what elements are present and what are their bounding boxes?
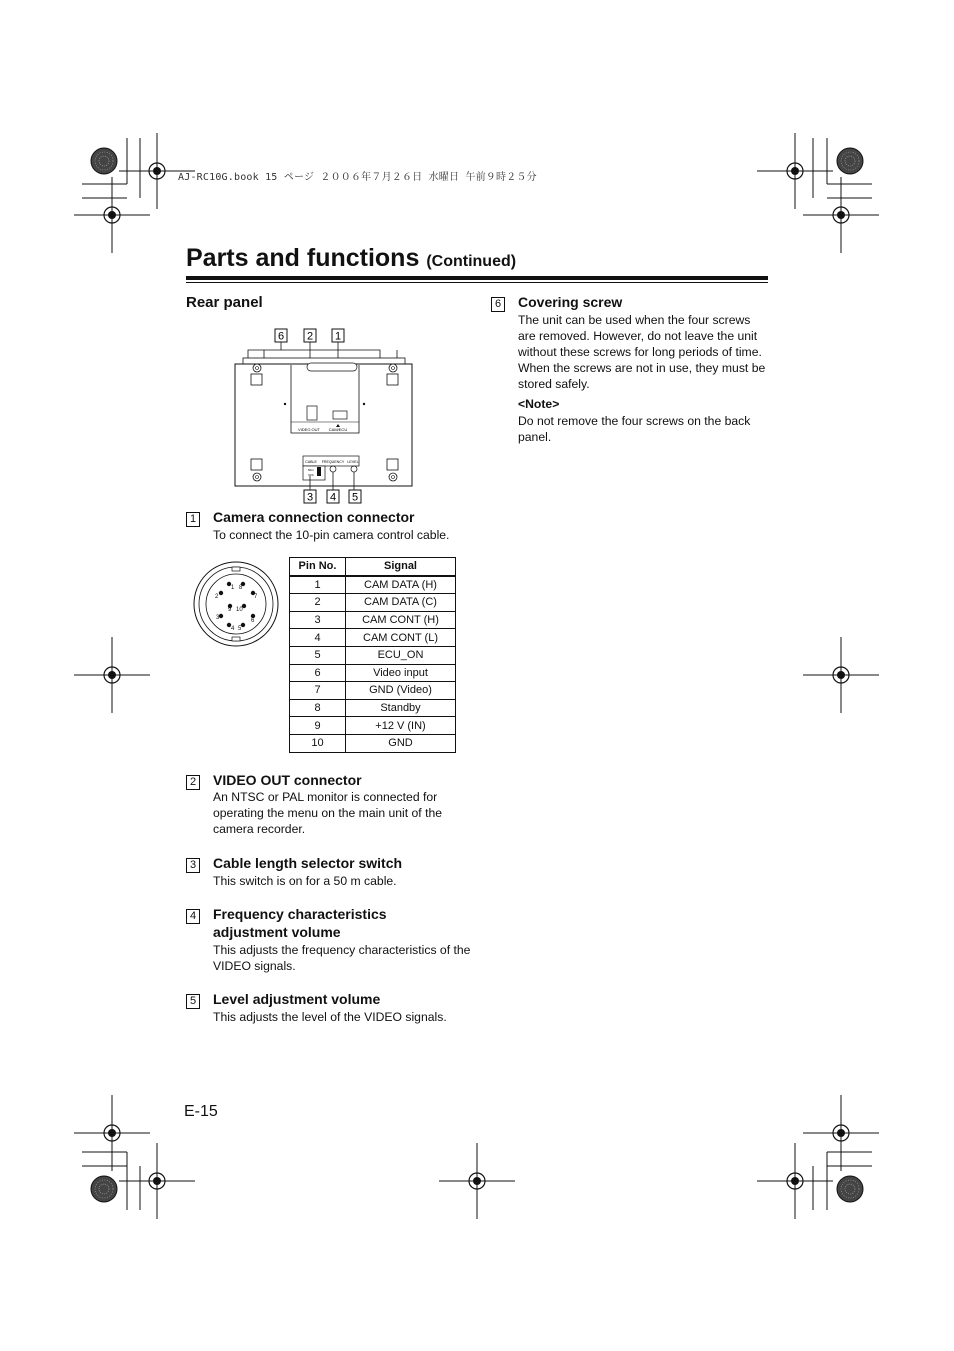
panel-label-frequency: FREQUENCY	[321, 460, 345, 464]
pin-signal: CAM CONT (H)	[346, 611, 456, 629]
pin-label-3: 3	[216, 615, 220, 621]
pin-number: 3	[290, 611, 346, 629]
pin-label-2: 2	[215, 594, 219, 600]
pin-label-8: 8	[239, 585, 243, 591]
rear-panel-diagram	[225, 325, 425, 510]
item-3-body: This switch is on for a 50 m cable.	[213, 874, 397, 888]
table-row	[290, 734, 456, 752]
pin-table-header	[290, 558, 456, 576]
item-5-body: This adjusts the level of the VIDEO signals.	[213, 1010, 447, 1024]
panel-label-off: OFF	[308, 473, 314, 477]
item-5-number: 5	[186, 994, 200, 1009]
pin-number: 4	[290, 629, 346, 647]
table-row	[290, 594, 456, 612]
callout-5: 5	[351, 491, 359, 504]
panel-label-video-out: VIDEO OUT	[297, 427, 321, 432]
item-6-number: 6	[491, 297, 505, 312]
pin-number: 6	[290, 664, 346, 682]
item-2-title: VIDEO OUT connector	[213, 772, 362, 788]
item-1-body: To connect the 10-pin camera control cable.	[213, 528, 450, 542]
pin-number: 9	[290, 717, 346, 735]
panel-label-cam-ecu: CAM/ECU	[328, 427, 348, 432]
pin-signal: CAM CONT (L)	[346, 629, 456, 647]
pin-table-header-signal: Signal	[346, 558, 456, 576]
table-row	[290, 664, 456, 682]
pin-signal: Standby	[346, 699, 456, 717]
item-1-title: Camera connection connector	[213, 509, 415, 525]
table-row	[290, 611, 456, 629]
panel-label-level: LEVEL	[347, 460, 359, 464]
item-5-title: Level adjustment volume	[213, 991, 381, 1007]
pin-label-4: 4	[231, 626, 235, 632]
note-text: Do not remove the four screws on the back panel.	[518, 414, 751, 444]
table-row	[290, 699, 456, 717]
print-header: AJ-RC10G.book 15 ページ ２００６年７月２６日 水曜日 午前９時２５分	[178, 172, 537, 183]
pin-number: 2	[290, 594, 346, 612]
page-title-suffix: (Continued)	[426, 253, 517, 270]
table-row	[290, 717, 456, 735]
item-4-title: Frequency characteristics adjustment volume	[213, 906, 387, 940]
panel-label-cable: CABLE	[305, 460, 317, 464]
item-2-number: 2	[186, 775, 200, 790]
title-rule-thin	[186, 282, 768, 283]
pin-label-1: 1	[231, 585, 235, 591]
item-6-body: The unit can be used when the four screws are removed. However, do not leave the unit without these screws for long periods of time. When the screws are not in use, they must be stored safely.	[518, 313, 766, 391]
pin-number: 7	[290, 682, 346, 700]
pin-number: 5	[290, 646, 346, 664]
camera-connector-diagram	[192, 560, 280, 650]
pin-label-9: 9	[228, 607, 232, 613]
table-row	[290, 646, 456, 664]
item-3-title: Cable length selector switch	[213, 855, 403, 871]
pin-signal: GND	[346, 734, 456, 752]
title-rule	[186, 276, 768, 280]
pin-signal: CAM DATA (C)	[346, 594, 456, 612]
note-label: <Note>	[518, 397, 560, 411]
pin-number: 8	[290, 699, 346, 717]
callout-1: 1	[334, 330, 342, 343]
page-title-text: Parts and functions	[186, 244, 420, 272]
callout-3: 3	[306, 491, 314, 504]
pin-signal: CAM DATA (H)	[346, 576, 456, 594]
item-6-title: Covering screw	[518, 294, 623, 310]
pin-table	[289, 557, 456, 753]
pin-label-6: 6	[251, 618, 255, 624]
page-number: E-15	[184, 1103, 218, 1120]
page-title	[186, 244, 516, 273]
item-4-body: This adjusts the frequency characteristics of the VIDEO signals.	[213, 943, 471, 973]
pin-number: 1	[290, 576, 346, 594]
rear-panel-heading: Rear panel	[186, 294, 263, 311]
table-row	[290, 576, 456, 594]
pin-label-7: 7	[254, 594, 258, 600]
pin-signal: ECU_ON	[346, 646, 456, 664]
pin-number: 10	[290, 734, 346, 752]
pin-signal: Video input	[346, 664, 456, 682]
table-row	[290, 682, 456, 700]
panel-label-50m: 50m	[308, 468, 314, 472]
pin-label-10: 10	[236, 607, 243, 613]
callout-2: 2	[306, 330, 314, 343]
table-row	[290, 629, 456, 647]
item-4-number: 4	[186, 909, 200, 924]
callout-4: 4	[329, 491, 337, 504]
item-1-number: 1	[186, 512, 200, 527]
pin-table-header-pin: Pin No.	[290, 558, 346, 576]
pin-label-5: 5	[238, 626, 242, 632]
item-3-number: 3	[186, 858, 200, 873]
pin-signal: GND (Video)	[346, 682, 456, 700]
callout-6: 6	[277, 330, 285, 343]
item-2-body: An NTSC or PAL monitor is connected for operating the menu on the main unit of the camera recorder.	[213, 790, 443, 836]
pin-signal: +12 V (IN)	[346, 717, 456, 735]
